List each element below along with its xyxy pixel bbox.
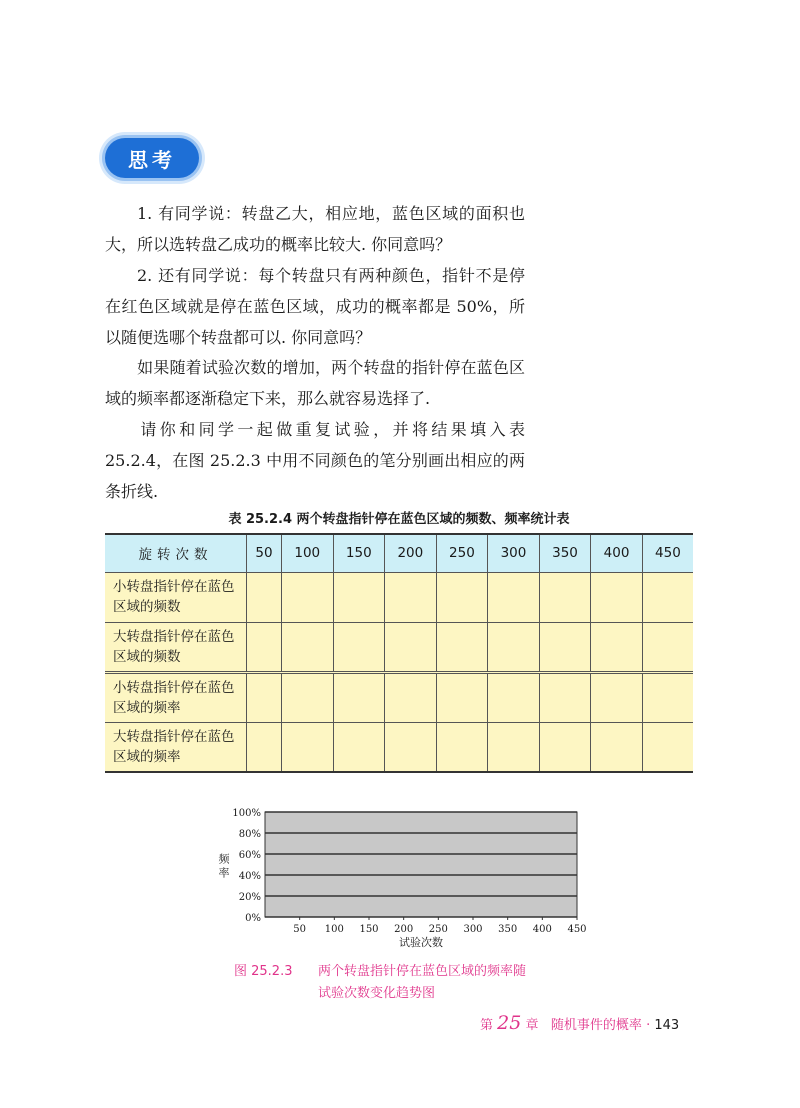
think-badge: 思考 [105, 138, 199, 178]
chart-y-tick-label: 20% [238, 892, 261, 903]
table-cell [642, 572, 693, 622]
table-cell [539, 572, 591, 622]
chapter-title: 随机事件的概率 [550, 1018, 642, 1033]
table-cell [539, 722, 591, 772]
table-cell [642, 622, 693, 672]
table-cell [385, 572, 437, 622]
table-row [105, 622, 693, 672]
table-cell [333, 722, 385, 772]
table-cell [436, 572, 488, 622]
page-footer [480, 1012, 700, 1034]
chart-y-axis-label: 率 [218, 866, 230, 880]
figure-caption-line-1: 两个转盘指针停在蓝色区域的频率随 [318, 964, 527, 979]
table-header-label: 旋转次数 [105, 534, 247, 572]
figure-caption-line-2: 试验次数变化趋势图 [318, 986, 436, 1001]
table-cell [591, 572, 643, 622]
footer-dot: · [646, 1018, 651, 1033]
table-header-row [105, 534, 693, 572]
chart-x-tick-label: 450 [567, 924, 587, 935]
page-number: 143 [654, 1018, 680, 1033]
table-column-header: 100 [282, 534, 334, 572]
chart-plot-area [265, 812, 577, 917]
body-paragraph-2: 请你和同学一起做重复试验，并将结果填入表 25.2.4，在图 25.2.3 中用不同颜色的笔分别画出相应的两条折线. [105, 420, 525, 501]
table-column-header: 450 [642, 534, 693, 572]
chart-y-tick-label: 100% [232, 808, 261, 819]
chart-y-tick-label: 60% [238, 850, 261, 861]
table-row [105, 572, 693, 622]
table-cell [436, 722, 488, 772]
table-cell [642, 722, 693, 772]
question-1: 1. 有同学说：转盘乙大，相应地，蓝色区域的面积也大，所以选转盘乙成功的概率比较大. 你同意吗？ [105, 204, 525, 254]
table-title: 表 25.2.4 两个转盘指针停在蓝色区域的频数、频率统计表 [228, 512, 570, 527]
table-row-label: 小转盘指针停在蓝色区域的频率 [105, 672, 247, 722]
table-row-label: 小转盘指针停在蓝色区域的频数 [105, 572, 247, 622]
body-paragraph-1: 如果随着试验次数的增加，两个转盘的指针停在蓝色区域的频率都逐渐稳定下来，那么就容易选择了. [105, 358, 525, 408]
chart-x-tick-label: 200 [394, 924, 414, 935]
table-row [105, 722, 693, 772]
table-cell [488, 622, 540, 672]
table-cell [385, 722, 437, 772]
table-cell [385, 622, 437, 672]
table-column-header: 250 [436, 534, 488, 572]
table-cell [247, 622, 282, 672]
chart-y-tick-label: 0% [245, 913, 261, 924]
table-cell [247, 672, 282, 722]
chapter-number: 25 [497, 1012, 522, 1034]
statistics-table [105, 533, 693, 773]
chart-x-tick-label: 350 [498, 924, 518, 935]
table-cell [436, 622, 488, 672]
table-cell [591, 722, 643, 772]
chart-y-tick-label: 80% [238, 829, 261, 840]
chapter-prefix: 第 [480, 1018, 494, 1033]
chart-y-tick-label: 40% [238, 871, 261, 882]
table-column-header: 350 [539, 534, 591, 572]
table-cell [282, 572, 334, 622]
chapter-suffix: 章 [525, 1018, 539, 1033]
table-cell [591, 622, 643, 672]
table-cell [591, 672, 643, 722]
table-row-label: 大转盘指针停在蓝色区域的频率 [105, 722, 247, 772]
frequency-chart [210, 800, 590, 955]
chart-x-tick-label: 50 [293, 924, 307, 935]
figure-caption [234, 961, 574, 1005]
chart-x-axis-label: 试验次数 [399, 936, 443, 949]
question-2: 2. 还有同学说：每个转盘只有两种颜色，指针不是停在红色区域就是停在蓝色区域，成功的概率都是 50%，所以随便选哪个转盘都可以. 你同意吗？ [105, 266, 525, 347]
table-row [105, 672, 693, 722]
table-cell [282, 672, 334, 722]
table-cell [247, 722, 282, 772]
table-cell [282, 622, 334, 672]
chart-x-tick-label: 300 [463, 924, 483, 935]
table-cell [247, 572, 282, 622]
table-cell [333, 572, 385, 622]
table-cell [642, 672, 693, 722]
figure-number: 图 25.2.3 [234, 964, 293, 979]
table-column-header: 300 [488, 534, 540, 572]
table-cell [333, 672, 385, 722]
table-column-header: 200 [385, 534, 437, 572]
table-cell [282, 722, 334, 772]
chart-x-tick-label: 250 [428, 924, 448, 935]
table-cell [436, 672, 488, 722]
chart-x-tick-label: 400 [532, 924, 552, 935]
chart-x-tick-label: 100 [324, 924, 344, 935]
table-cell [385, 672, 437, 722]
table-cell [488, 672, 540, 722]
table-row-label: 大转盘指针停在蓝色区域的频数 [105, 622, 247, 672]
table-cell [539, 672, 591, 722]
table-column-header: 50 [247, 534, 282, 572]
table-column-header: 400 [591, 534, 643, 572]
chart-y-axis-label: 频 [218, 852, 230, 866]
table-cell [333, 622, 385, 672]
table-cell [539, 622, 591, 672]
chart-x-tick-label: 150 [359, 924, 379, 935]
table-column-header: 150 [333, 534, 385, 572]
table-cell [488, 722, 540, 772]
table-cell [488, 572, 540, 622]
